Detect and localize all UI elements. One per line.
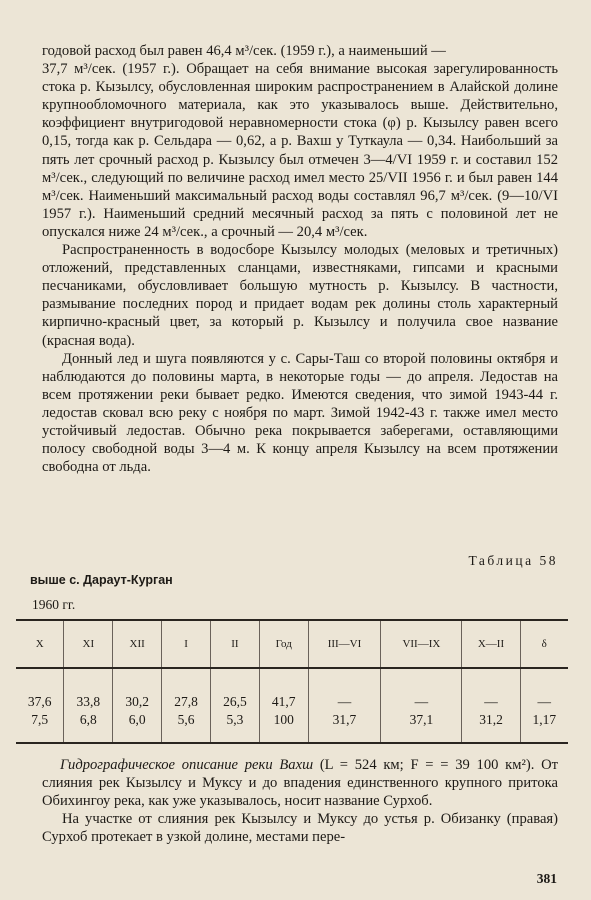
section-title: Гидрографическое описание реки Вахш bbox=[60, 757, 314, 773]
table-cell: 37,6 bbox=[27, 693, 52, 709]
header-cell: X bbox=[16, 620, 64, 668]
header-cell: III—VI bbox=[308, 620, 381, 668]
table-cell: 6,0 bbox=[113, 712, 162, 743]
table-cell: 31,2 bbox=[462, 712, 520, 743]
discharge-table bbox=[16, 619, 568, 744]
section-title-rest: (L = 524 км; F = = 39 100 км²). От слияния рек Кызылсу и Муксу и до впадения единственного крупного притока Обихингоу река, как уже указывалось, носит название Сурхоб. bbox=[42, 757, 558, 810]
header-cell: XI bbox=[64, 620, 113, 668]
header-cell: δ bbox=[520, 620, 568, 668]
page-number: 381 bbox=[536, 871, 557, 886]
table-year-label: 1960 гг. bbox=[32, 597, 76, 612]
table-spacer-row bbox=[16, 668, 568, 691]
table-caption: Таблица 58 bbox=[468, 553, 558, 568]
table-cell: 37,1 bbox=[381, 712, 462, 743]
header-cell: II bbox=[210, 620, 259, 668]
header-cell: VII—IX bbox=[381, 620, 462, 668]
table-cell: — bbox=[462, 691, 520, 712]
table-header-row bbox=[16, 620, 568, 668]
table-cell: 33,8 bbox=[64, 691, 113, 712]
table-cell: — bbox=[308, 691, 381, 712]
header-cell: XII bbox=[113, 620, 162, 668]
table-cell: 41,7 bbox=[259, 691, 308, 712]
table-cell: 100 bbox=[259, 712, 308, 743]
table-cell: — bbox=[520, 691, 568, 712]
table-cell: 31,7 bbox=[308, 712, 381, 743]
header-cell: X—II bbox=[462, 620, 520, 668]
body-text-bottom bbox=[42, 756, 558, 846]
paragraph-mudflow: Распространенность в водосборе Кызылсу молодых (меловых и третичных) отложений, представленных сланцами, известняками, гипсами и красными песчаниками, обусловливает большую мутность р. Кызылсу. В частности, размывание последних пород и придает водам рек долины столь характерный кирпично-красный цвет, за который р. Кызылсу и получила свое название (красная вода). bbox=[42, 242, 558, 349]
table-cell: 27,8 bbox=[162, 691, 211, 712]
table-cell: 5,6 bbox=[162, 712, 211, 743]
body-text-top bbox=[42, 42, 558, 476]
table-row bbox=[16, 691, 568, 712]
table-cell: — bbox=[381, 691, 462, 712]
paragraph-ice: Донный лед и шуга появляются у с. Сары-Таш со второй половины октября и наблюдаются до половины марта, в некоторые годы — до апреля. Ледостав на всем протяжении реки бывает редко. Имеются сведения, что зимой 1943-44 г. ледостав сковал всю реку с ноября по март. Зимой 1942-43 г. также имел место устойчивый ледостав. Обычно река покрывается заберегами, оставляющими полосу свободной воды 3—4 м. К концу апреля Кызылсу на всем протяжении свободна от льда. bbox=[42, 350, 558, 476]
table-station-label: выше с. Дараут-Курган bbox=[30, 573, 173, 587]
table-cell: 6,8 bbox=[64, 712, 113, 743]
table-cell: 26,5 bbox=[210, 691, 259, 712]
section-paragraph bbox=[42, 756, 558, 810]
header-cell: Год bbox=[259, 620, 308, 668]
table-cell: 30,2 bbox=[113, 691, 162, 712]
header-cell: I bbox=[162, 620, 211, 668]
table-cell: 7,5 bbox=[16, 712, 64, 743]
paragraph-continuation: 37,7 м³/сек. (1957 г.). Обращает на себя внимание высокая зарегулированность стока р. Кызылсу, обусловленная широким распространением в Алайской долине крупнообломочного материала, как это указывалось выше. Действительно, коэффициент внутригодовой неравномерности стока (φ) р. Кызылсу равен всего 0,15, тогда как р. Сельдара — 0,62, а р. Вахш у Туткаула — 0,34. Наибольший за пять лет срочный расход р. Кызылсу был отмечен 3—4/VI 1959 г. и составил 152 м³/сек., следующий по величине расход имел место 25/VII 1956 г. и был равен 144 м³/сек. Наименьший максимальный расход воды составлял 96,7 м³/сек. (9—10/VI 1957 г.). Наименьший средний месячный расход за пять с половиной лет не опускался ниже 24 м³/сек., а срочный — 20,4 м³/сек. bbox=[42, 61, 558, 240]
table-cell: 1,17 bbox=[520, 712, 568, 743]
table-row bbox=[16, 712, 568, 743]
table-cell: 5,3 bbox=[210, 712, 259, 743]
paragraph-line: годовой расход был равен 46,4 м³/сек. (1959 г.), а наименьший — bbox=[42, 43, 446, 59]
section-paragraph-2: На участке от слияния рек Кызылсу и Муксу до устья р. Обизанку (правая) Сурхоб протекает в узкой долине, местами пере- bbox=[42, 811, 558, 846]
